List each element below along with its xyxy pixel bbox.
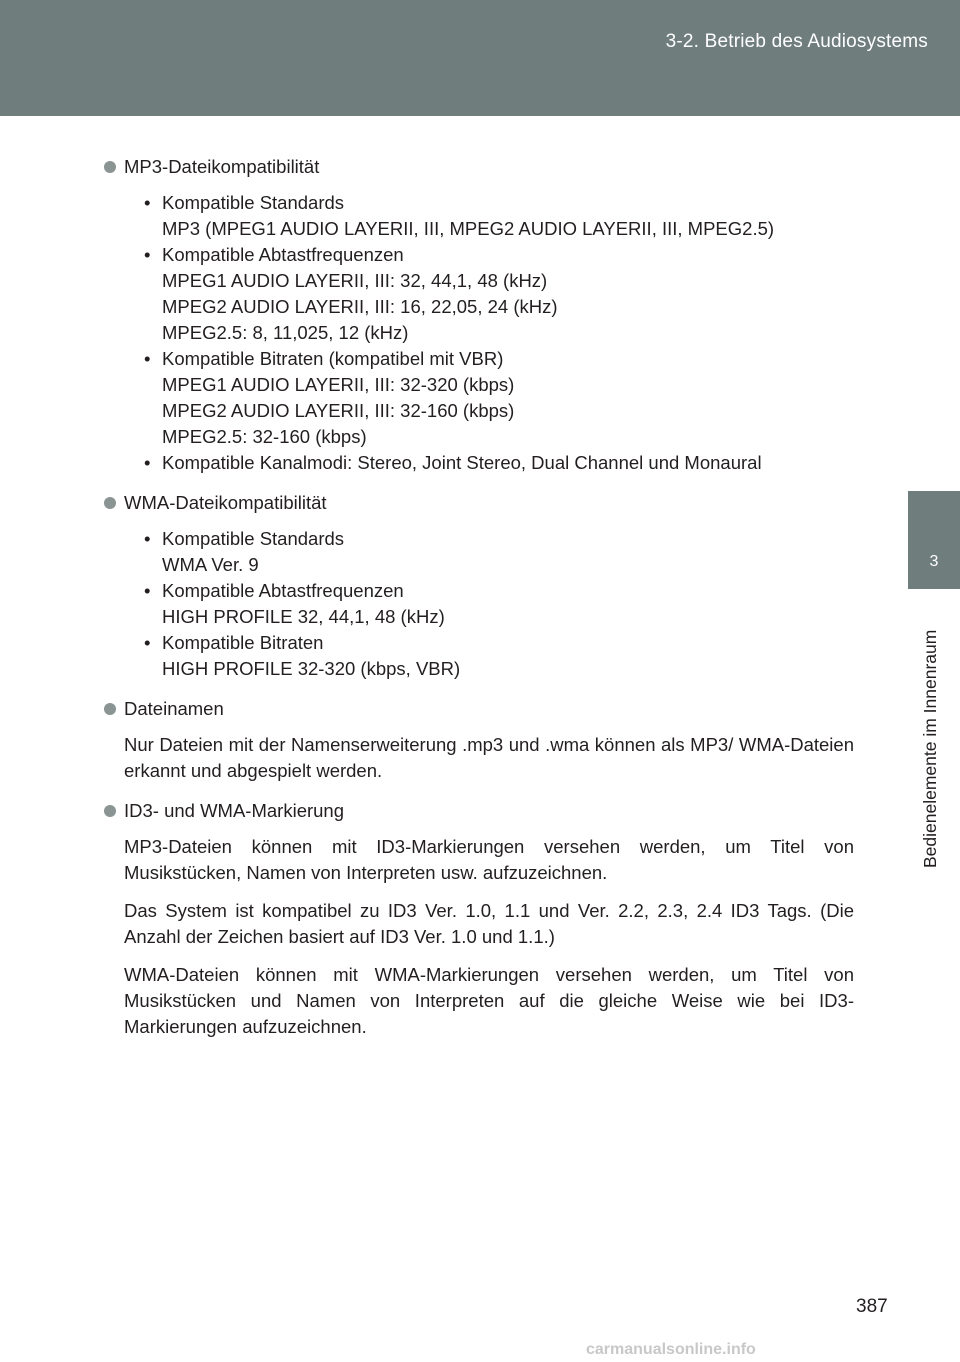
list-item [138,526,854,578]
sub-list [124,190,854,476]
list-item-detail: MPEG1 AUDIO LAYERII, III: 32, 44,1, 48 (kHz) [162,270,548,291]
section-heading [124,490,854,516]
section [124,490,854,682]
bullet-icon: • [144,452,151,473]
bullet-dot-icon [104,703,116,715]
list-item [138,578,854,630]
paragraph: WMA-Dateien können mit WMA-Markierungen versehen werden, um Titel von Musikstücken und Namen von Interpreten auf die gleiche Weise wie bei ID3-Markierungen aufzuzeichnen. [124,964,854,1037]
bullet-icon: • [144,244,151,265]
list-item-detail: MPEG2 AUDIO LAYERII, III: 16, 22,05, 24 (kHz) [162,296,558,317]
bullet-icon: • [144,528,151,549]
list-item-label: Kompatible Abtastfrequenzen [162,244,404,265]
list-item-detail: MPEG2.5: 8, 11,025, 12 (kHz) [162,322,409,343]
section-heading-text: Dateinamen [124,698,224,719]
bullet-icon: • [144,348,151,369]
list-item-detail: MPEG1 AUDIO LAYERII, III: 32-320 (kbps) [162,374,515,395]
list-item [138,346,854,450]
bullet-dot-icon [104,497,116,509]
list-item-label: Kompatible Bitraten (kompatibel mit VBR) [162,348,504,369]
section-heading [124,154,854,180]
bullet-icon: • [144,632,151,653]
section-heading [124,696,854,722]
section [124,696,854,784]
watermark: carmanualsonline.info [586,1341,756,1358]
page-number: 387 [856,1296,888,1317]
bullet-icon: • [144,580,151,601]
list-item-detail: HIGH PROFILE 32-320 (kbps, VBR) [162,658,461,679]
list-item-label: Kompatible Standards [162,192,345,213]
list-item-detail: HIGH PROFILE 32, 44,1, 48 (kHz) [162,606,445,627]
bullet-dot-icon [104,805,116,817]
list-item [138,630,854,682]
section-heading-text: ID3- und WMA-Markierung [124,800,345,821]
paragraph: Das System ist kompatibel zu ID3 Ver. 1.0, 1.1 und Ver. 2.2, 2.3, 2.4 ID3 Tags. (Die Anzahl der Zeichen basiert auf ID3 Ver. 1.0 und 1.1.) [124,900,854,947]
list-item-detail: MPEG2.5: 32-160 (kbps) [162,426,367,447]
section-heading-text: MP3-Dateikompatibilität [124,156,320,177]
bullet-icon: • [144,192,151,213]
list-item-detail: MP3 (MPEG1 AUDIO LAYERII, III, MPEG2 AUDIO LAYERII, III, MPEG2.5) [162,218,775,239]
list-item-label: Kompatible Bitraten [162,632,324,653]
chapter-tab [908,491,960,589]
paragraph: Nur Dateien mit der Namenserweiterung .mp3 und .wma können als MP3/ WMA-Dateien erkannt und abgespielt werden. [124,734,854,781]
list-item-label: Kompatible Standards [162,528,345,549]
list-item-label: Kompatible Abtastfrequenzen [162,580,404,601]
bullet-dot-icon [104,161,116,173]
list-item [138,190,854,242]
list-item-detail: WMA Ver. 9 [162,554,259,575]
section [124,798,854,1040]
section [124,154,854,476]
sub-list [124,526,854,682]
header-bar [0,0,960,116]
chapter-number: 3 [929,553,939,570]
list-item [138,450,854,476]
list-item-label: Kompatible Kanalmodi: Stereo, Joint Stereo, Dual Channel und Monaural [162,452,762,473]
chapter-label: Bedienelemente im Innenraum [920,630,940,869]
paragraph: MP3-Dateien können mit ID3-Markierungen versehen werden, um Titel von Musikstücken, Namen von Interpreten usw. aufzuzeichnen. [124,836,854,883]
list-item [138,242,854,346]
list-item-detail: MPEG2 AUDIO LAYERII, III: 32-160 (kbps) [162,400,515,421]
section-heading-text: WMA-Dateikompatibilität [124,492,327,513]
section-title: 3-2. Betrieb des Audiosystems [665,31,928,52]
main-content [124,154,854,1054]
section-heading [124,798,854,824]
